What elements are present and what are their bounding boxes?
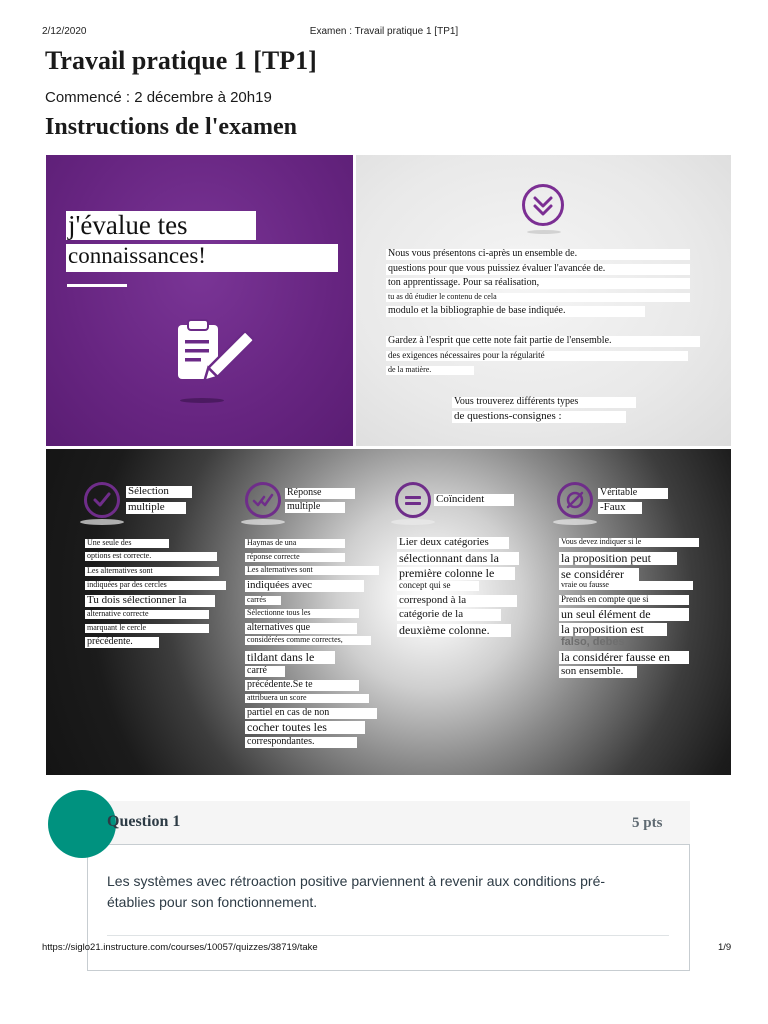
page-title: Travail pratique 1 [TP1] <box>45 46 317 75</box>
cat4-line: la proposition peut <box>559 552 677 565</box>
cat1-title: Sélection <box>126 486 192 498</box>
intro-line: questions pour que vous puissiez évaluer l'avancée de. <box>386 264 690 275</box>
intro-line: Nous vous présentons ci-après un ensemble de. <box>386 249 690 260</box>
cat1-line: options est correcte. <box>85 552 217 561</box>
cat2-line: Sélectionne tous les <box>245 609 359 618</box>
intro-line: ton apprentissage. Pour sa réalisation, <box>386 278 690 289</box>
question-title: Question 1 <box>107 813 181 830</box>
question-text: Les systèmes avec rétroaction positive parviennent à revenir aux conditions pré- <box>107 873 606 889</box>
cat4-line: se considérer <box>559 568 639 581</box>
intro-line: de questions-consignes : <box>452 411 626 423</box>
cat2-line: précédente.Se te <box>245 680 359 691</box>
cat4-line: la proposition est <box>559 623 667 636</box>
cat2-line: carrés <box>245 596 281 605</box>
cat4-line: Prends en compte que si <box>559 595 689 605</box>
cat2-line: indiquées avec <box>245 580 364 592</box>
icon-shadow <box>241 519 285 525</box>
cat2-line: partiel en cas de non <box>245 708 377 719</box>
cat2-line: réponse correcte <box>245 553 345 562</box>
icon-shadow <box>391 519 435 525</box>
intro-line: Gardez à l'esprit que cette note fait partie de l'ensemble. <box>386 336 700 347</box>
cat4-line: un seul élément de <box>559 608 689 621</box>
cat3-line: Lier deux catégories <box>397 537 509 549</box>
clipboard-shadow <box>180 398 224 403</box>
chevron-down-circle-icon <box>521 183 565 227</box>
check-circle-icon <box>84 482 120 518</box>
question-text: établies pour son fonctionnement. <box>107 894 318 910</box>
intro-line: des exigences nécessaires pour la régularité <box>386 351 688 361</box>
cat4-title: -Faux <box>598 502 642 514</box>
cat1-line: Les alternatives sont <box>85 567 219 576</box>
banner-line2: connaissances! <box>66 244 338 272</box>
question-marker <box>48 790 116 858</box>
cat2-line: tildant dans le <box>245 651 335 664</box>
instructions-heading: Instructions de l'examen <box>45 114 297 140</box>
started-label: Commencé : 2 décembre à 20h19 <box>45 89 272 106</box>
banner-underline <box>67 284 127 287</box>
cat4-line: la considérer fausse en <box>559 651 689 664</box>
cat1-title: multiple <box>126 502 186 514</box>
double-check-circle-icon <box>245 482 281 518</box>
question-points: 5 pts <box>632 815 663 831</box>
clipboard-pencil-icon <box>174 316 254 396</box>
cat3-title: Coïncident <box>434 494 514 506</box>
print-date: 2/12/2020 <box>42 26 87 37</box>
cat1-line: précédente. <box>85 637 159 648</box>
intro-line: de la matière. <box>386 366 474 375</box>
cat4-line: falso, debes <box>561 636 625 648</box>
cat3-line: sélectionnant dans la <box>397 552 519 565</box>
crossed-circle-icon <box>557 482 593 518</box>
cat2-line: cocher toutes les <box>245 721 365 734</box>
chevron-shadow <box>527 230 561 234</box>
equals-circle-icon <box>395 482 431 518</box>
cat3-line: première colonne le <box>397 567 515 580</box>
cat1-line: marquant le cercle <box>85 624 209 633</box>
print-title: Examen : Travail pratique 1 [TP1] <box>309 26 459 37</box>
cat4-title: Véritable <box>598 488 668 499</box>
cat1-line: Tu dois sélectionner la <box>85 595 215 607</box>
cat2-line: Haymas de una <box>245 539 345 548</box>
intro-line: Vous trouverez différents types <box>452 397 636 408</box>
cat4-line: Vous devez indiquer si le <box>559 538 699 547</box>
cat2-title: multiple <box>285 502 345 513</box>
cat2-line: attribuera un score <box>245 694 369 703</box>
cat1-line: alternative correcte <box>85 610 209 619</box>
cat3-line: deuxième colonne. <box>397 624 511 637</box>
icon-shadow <box>553 519 597 525</box>
icon-shadow <box>80 519 124 525</box>
cat3-line: catégorie de la <box>397 609 501 621</box>
intro-line: tu as dû étudier le contenu de cela <box>386 293 690 302</box>
cat2-line: alternatives que <box>245 623 357 634</box>
print-page-number: 1/9 <box>718 942 732 953</box>
cat2-line: correspondantes. <box>245 737 357 748</box>
cat2-line: carré <box>245 666 285 677</box>
cat2-title: Réponse <box>285 488 355 499</box>
cat3-line: correspond à la <box>397 595 517 607</box>
cat2-line: considérées comme correctes, <box>245 636 371 645</box>
banner-line1: j'évalue tes <box>66 211 256 240</box>
cat1-line: indiquées par des cercles <box>85 581 226 590</box>
print-url: https://siglo21.instructure.com/courses/10057/quizzes/38719/take <box>42 942 318 953</box>
cat1-line: Une seule des <box>85 539 169 548</box>
cat2-line: Les alternatives sont <box>245 566 379 575</box>
answer-divider <box>107 935 669 936</box>
intro-line: modulo et la bibliographie de base indiquée. <box>386 306 645 317</box>
cat4-line: son ensemble. <box>559 666 637 678</box>
cat3-line: concept qui se <box>397 581 479 591</box>
cat4-line: vraie ou fausse <box>559 581 693 590</box>
